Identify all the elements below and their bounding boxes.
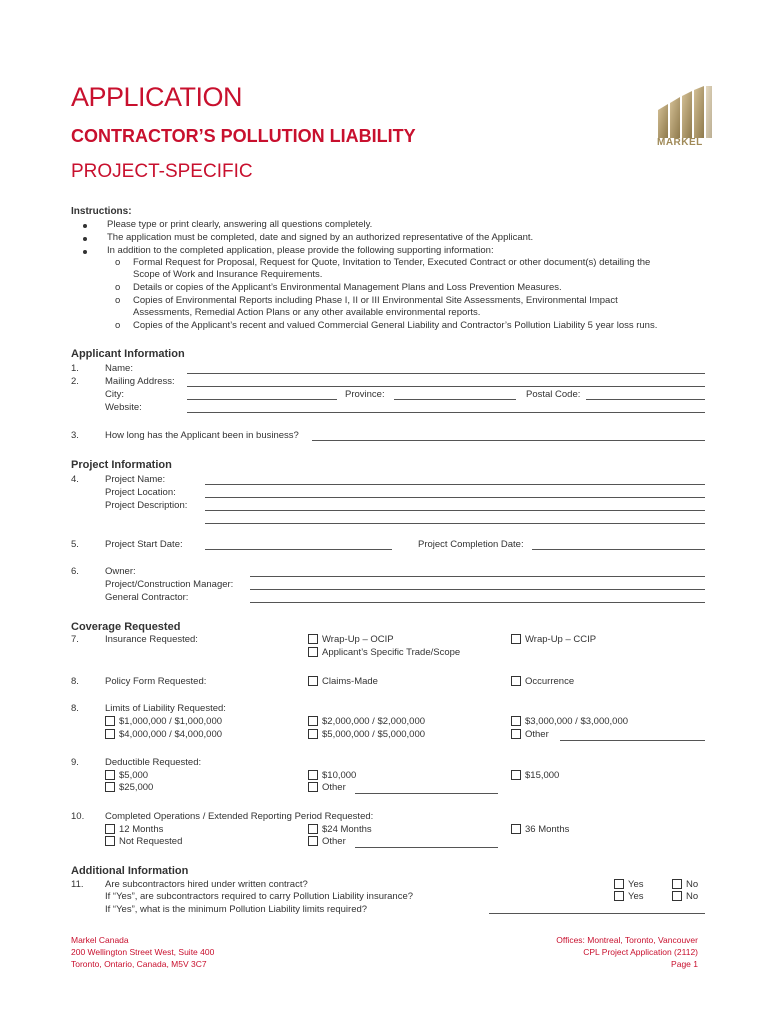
sub-instruction-3b: Assessments, Remedial Action Plans or any other available environmental reports. — [133, 307, 481, 318]
checkbox-icon — [614, 891, 624, 901]
bullet-icon — [83, 250, 87, 254]
manager-label: Project/Construction Manager: — [105, 579, 234, 590]
months-24-checkbox[interactable] — [308, 824, 372, 835]
owner-field[interactable] — [250, 576, 705, 577]
deductible-10k-checkbox[interactable] — [308, 770, 356, 781]
checkbox-icon — [511, 634, 521, 644]
checkbox-label: $5,000 — [119, 770, 149, 781]
checkbox-icon — [105, 824, 115, 834]
item-number: 2. — [71, 376, 79, 387]
not-requested-checkbox[interactable] — [105, 836, 182, 847]
checkbox-label: Other — [322, 782, 346, 793]
checkbox-icon — [308, 824, 318, 834]
item-number: 5. — [71, 539, 79, 550]
deductible-other-field[interactable] — [355, 793, 498, 794]
checkbox-label: Wrap-Up – OCIP — [322, 634, 394, 645]
q1-no-checkbox[interactable] — [672, 879, 698, 890]
deductible-25k-checkbox[interactable] — [105, 782, 153, 793]
instruction-2: The application must be completed, date and signed by an authorized representative of the Applicant. — [107, 232, 534, 243]
sub-bullet-marker: o — [115, 295, 121, 306]
deductible-label: Deductible Requested: — [105, 757, 202, 768]
checkbox-icon — [308, 836, 318, 846]
general-contractor-field[interactable] — [250, 602, 705, 603]
item-number: 1. — [71, 363, 79, 374]
item-number: 11. — [71, 879, 84, 890]
limit-other-field[interactable] — [560, 740, 705, 741]
years-in-business-field[interactable] — [312, 440, 705, 441]
years-in-business-label: How long has the Applicant been in business? — [105, 430, 299, 441]
footer-company: Markel Canada — [71, 935, 129, 945]
sub-instruction-3a: Copies of Environmental Reports including Phase I, II or III Environmental Site Assessments, Environmental Impact — [133, 295, 618, 306]
project-location-field[interactable] — [205, 497, 705, 498]
manager-field[interactable] — [250, 589, 705, 590]
completed-other-checkbox[interactable] — [308, 836, 346, 847]
checkbox-label: $25,000 — [119, 782, 154, 793]
checkbox-label: $2,000,000 / $2,000,000 — [322, 716, 426, 727]
checkbox-label: 12 Months — [119, 824, 164, 835]
checkbox-label: $10,000 — [322, 770, 357, 781]
website-label: Website: — [105, 402, 142, 413]
completion-date-field[interactable] — [532, 549, 705, 550]
checkbox-label: Other — [322, 836, 346, 847]
completed-operations-label: Completed Operations / Extended Reporting Period Requested: — [105, 811, 374, 822]
checkbox-label: $3,000,000 / $3,000,000 — [525, 716, 629, 727]
months-36-checkbox[interactable] — [511, 824, 569, 835]
limit-1m-checkbox[interactable] — [105, 716, 222, 727]
bullet-icon — [83, 237, 87, 241]
item-number: 9. — [71, 757, 79, 768]
policy-form-label: Policy Form Requested: — [105, 676, 207, 687]
checkbox-icon — [511, 676, 521, 686]
footer-offices: Offices: Montreal, Toronto, Vancouver — [556, 935, 698, 945]
checkbox-icon — [672, 891, 682, 901]
item-number: 8. — [71, 703, 79, 714]
item-number: 3. — [71, 430, 79, 441]
checkbox-label: No — [686, 879, 699, 890]
sub-instruction-2: Details or copies of the Applicant’s Environmental Management Plans and Loss Prevention Measures. — [133, 282, 562, 293]
wrap-up-ocip-checkbox[interactable] — [308, 634, 394, 645]
deductible-5k-checkbox[interactable] — [105, 770, 148, 781]
specific-trade-checkbox[interactable] — [308, 647, 460, 658]
limit-4m-checkbox[interactable] — [105, 729, 222, 740]
start-date-label: Project Start Date: — [105, 539, 183, 550]
checkbox-label: Claims-Made — [322, 676, 378, 687]
item-number: 4. — [71, 474, 79, 485]
item-number: 8. — [71, 676, 79, 687]
sub-bullet-marker: o — [115, 320, 121, 331]
page-title: APPLICATION — [71, 82, 243, 112]
additional-heading: Additional Information — [71, 865, 189, 877]
sub-bullet-marker: o — [115, 257, 121, 268]
item-number: 6. — [71, 566, 79, 577]
project-location-label: Project Location: — [105, 487, 176, 498]
q1-yes-checkbox[interactable] — [614, 879, 644, 890]
checkbox-icon — [308, 770, 318, 780]
applicant-heading: Applicant Information — [71, 348, 185, 360]
footer-form-id: CPL Project Application (2112) — [583, 947, 698, 957]
checkbox-label: Yes — [628, 879, 644, 890]
city-field[interactable] — [187, 399, 337, 400]
sub-instruction-4: Copies of the Applicant’s recent and valued Commercial General Liability and Contractor’s Pollution Liability 5 year loss runs. — [133, 320, 658, 331]
instructions-heading: Instructions: — [71, 206, 132, 217]
checkbox-icon — [308, 676, 318, 686]
project-description-label: Project Description: — [105, 500, 188, 511]
checkbox-label: $1,000,000 / $1,000,000 — [119, 716, 223, 727]
item-number: 10. — [71, 811, 85, 822]
limit-5m-checkbox[interactable] — [308, 729, 425, 740]
checkbox-label: Not Requested — [119, 836, 183, 847]
instruction-1: Please type or print clearly, answering all questions completely. — [107, 219, 373, 230]
checkbox-label: No — [686, 891, 699, 902]
coverage-heading: Coverage Requested — [71, 621, 181, 633]
name-field[interactable] — [187, 373, 705, 374]
project-description-field-2[interactable] — [205, 523, 705, 524]
checkbox-label: Applicant’s Specific Trade/Scope — [322, 647, 461, 658]
checkbox-label: Other — [525, 729, 549, 740]
deductible-15k-checkbox[interactable] — [511, 770, 559, 781]
wrap-up-ccip-checkbox[interactable] — [511, 634, 596, 645]
start-date-field[interactable] — [205, 549, 392, 550]
footer-city: Toronto, Ontario, Canada, M5V 3C7 — [71, 959, 207, 969]
checkbox-icon — [105, 729, 115, 739]
sub-bullet-marker: o — [115, 282, 121, 293]
general-contractor-label: General Contractor: — [105, 592, 189, 603]
instruction-3: In addition to the completed application, please provide the following supporting information: — [107, 245, 494, 256]
sub-instruction-1b: Scope of Work and Insurance Requirements. — [133, 269, 323, 280]
mailing-address-field[interactable] — [187, 386, 705, 387]
checkbox-label: $15,000 — [525, 770, 560, 781]
mailing-label: Mailing Address: — [105, 376, 175, 387]
months-12-checkbox[interactable] — [105, 824, 163, 835]
limit-other-checkbox[interactable] — [511, 729, 549, 740]
project-heading: Project Information — [71, 459, 172, 471]
checkbox-icon — [511, 716, 521, 726]
page-subtitle: CONTRACTOR’S POLLUTION LIABILITY — [71, 126, 416, 146]
footer-page: Page 1 — [671, 959, 698, 969]
minimum-limits-question: If “Yes”, what is the minimum Pollution Liability limits required? — [105, 904, 368, 915]
footer-left — [71, 934, 214, 970]
insurance-requested-label: Insurance Requested: — [105, 634, 198, 645]
checkbox-icon — [308, 634, 318, 644]
limit-3m-checkbox[interactable] — [511, 716, 628, 727]
page-subtitle-2: PROJECT-SPECIFIC — [71, 161, 253, 182]
footer-right — [556, 934, 698, 970]
occurrence-checkbox[interactable] — [511, 676, 574, 687]
checkbox-label: 36 Months — [525, 824, 570, 835]
completion-date-label: Project Completion Date: — [418, 539, 524, 550]
minimum-limits-field[interactable] — [489, 913, 705, 914]
checkbox-icon — [511, 824, 521, 834]
bullet-icon — [83, 224, 87, 228]
subcontract-pollution-question: If “Yes”, are subcontractors required to carry Pollution Liability insurance? — [105, 891, 414, 902]
checkbox-icon — [308, 729, 318, 739]
q2-yes-checkbox[interactable] — [614, 891, 644, 902]
checkbox-icon — [511, 770, 521, 780]
checkbox-icon — [614, 879, 624, 889]
checkbox-label: $5,000,000 / $5,000,000 — [322, 729, 426, 740]
checkbox-label: Wrap-Up – CCIP — [525, 634, 597, 645]
claims-made-checkbox[interactable] — [308, 676, 378, 687]
q2-no-checkbox[interactable] — [672, 891, 698, 902]
deductible-other-checkbox[interactable] — [308, 782, 346, 793]
project-name-label: Project Name: — [105, 474, 166, 485]
website-field[interactable] — [187, 412, 705, 413]
city-label: City: — [105, 389, 124, 400]
checkbox-icon — [105, 716, 115, 726]
project-name-field[interactable] — [205, 484, 705, 485]
project-description-field[interactable] — [205, 510, 705, 511]
checkbox-icon — [672, 879, 682, 889]
checkbox-label: Occurrence — [525, 676, 575, 687]
name-label: Name: — [105, 363, 133, 374]
checkbox-label: $24 Months — [322, 824, 372, 835]
checkbox-icon — [105, 770, 115, 780]
markel-logo-text: MARKEL — [657, 137, 703, 148]
checkbox-icon — [105, 836, 115, 846]
owner-label: Owner: — [105, 566, 136, 577]
postal-code-label: Postal Code: — [526, 389, 581, 400]
checkbox-icon — [308, 782, 318, 792]
limits-label: Limits of Liability Requested: — [105, 703, 226, 714]
checkbox-icon — [308, 647, 318, 657]
limit-2m-checkbox[interactable] — [308, 716, 425, 727]
footer-address: 200 Wellington Street West, Suite 400 — [71, 947, 215, 957]
checkbox-icon — [308, 716, 318, 726]
checkbox-icon — [105, 782, 115, 792]
province-label: Province: — [345, 389, 385, 400]
checkbox-icon — [511, 729, 521, 739]
province-field[interactable] — [394, 399, 516, 400]
item-number: 7. — [71, 634, 79, 645]
checkbox-label: $4,000,000 / $4,000,000 — [119, 729, 223, 740]
postal-code-field[interactable] — [586, 399, 705, 400]
completed-other-field[interactable] — [355, 847, 498, 848]
sub-instruction-1a: Formal Request for Proposal, Request for Quote, Invitation to Tender, Executed Contract or other document(s) detailing the — [133, 257, 651, 268]
subcontract-question: Are subcontractors hired under written contract? — [105, 879, 308, 890]
checkbox-label: Yes — [628, 891, 644, 902]
